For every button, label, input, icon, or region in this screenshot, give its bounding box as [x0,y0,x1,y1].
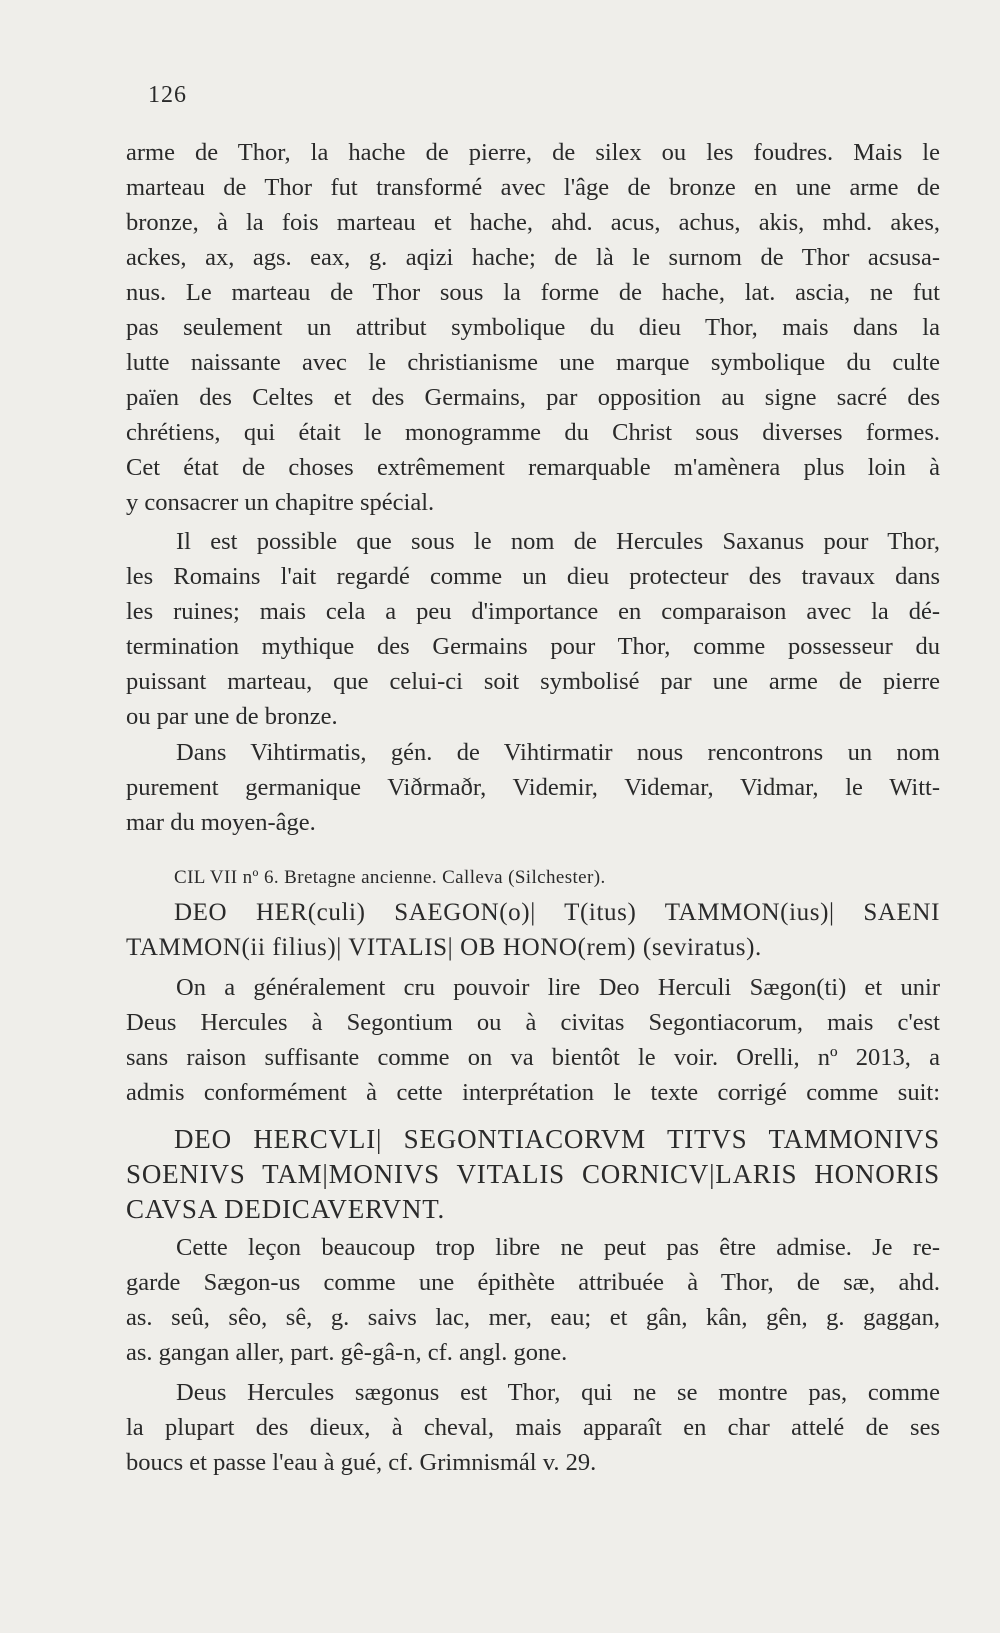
text-line: ackes, ax, ags. eax, g. aqizi hache; de là le surnom de Thor acsusa- [126,244,940,271]
text-line: pas seulement un attribut symbolique du dieu Thor, mais dans la [126,314,940,341]
inscription-line: SOENIVS TAM|MONIVS VITALIS CORNICV|LARIS HONORIS [126,1159,940,1189]
text-line: puissant marteau, que celui-ci soit symbolisé par une arme de pierre [126,668,940,695]
paragraph-hercules-saxanus [126,524,940,734]
text-line: arme de Thor, la hache de pierre, de silex ou les foudres. Mais le [126,139,940,166]
text-line: Cet état de choses extrêmement remarquable m'amènera plus loin à [126,454,940,481]
inscription-line: DEO HERCVLI| SEGONTIACORVM TITVS TAMMONIVS [174,1124,940,1154]
inscription-corrected [126,1122,940,1227]
text-line: garde Sægon-us comme une épithète attribuée à Thor, de sæ, ahd. [126,1269,940,1296]
text-line: boucs et passe l'eau à gué, cf. Grimnismál v. 29. [126,1449,597,1476]
inscription-original [126,895,940,965]
text-line: On a généralement cru pouvoir lire Deo Herculi Sægon(ti) et unir [176,974,940,1001]
text-line: purement germanique Viðrmaðr, Videmir, Videmar, Vidmar, le Witt- [126,774,940,801]
text-line: admis conformément à cette interprétation le texte corrigé comme suit: [126,1079,940,1106]
page-number: 126 [148,82,187,108]
text-line: païen des Celtes et des Germains, par opposition au signe sacré des [126,384,940,411]
text-line: as. seû, sêo, sê, g. saivs lac, mer, eau; et gân, kân, gên, g. gaggan, [126,1304,940,1331]
text-line: Deus Hercules à Segontium ou à civitas Segontiacorum, mais c'est [126,1009,940,1036]
text-line: Il est possible que sous le nom de Hercules Saxanus pour Thor, [176,528,940,555]
text-line: les ruines; mais cela a peu d'importance en comparaison avec la dé- [126,598,940,625]
text-line: les Romains l'ait regardé comme un dieu protecteur des travaux dans [126,563,940,590]
inscription-line: DEO HER(culi) SAEGON(o)| T(itus) TAMMON(ius)| SAENI [174,899,940,926]
text-line: bronze, à la fois marteau et hache, ahd. acus, achus, akis, mhd. akes, [126,209,940,236]
text-line: Dans Vihtirmatis, gén. de Vihtirmatir nous rencontrons un nom [176,739,940,766]
text-line: nus. Le marteau de Thor sous la forme de hache, lat. ascia, ne fut [126,279,940,306]
paragraph-saegon-etymology [126,1230,940,1370]
text-line: Cette leçon beaucoup trop libre ne peut pas être admise. Je re- [176,1234,940,1261]
text-line: ou par une de bronze. [126,703,338,730]
text-line: mar du moyen-âge. [126,809,316,836]
paragraph-vihtirmatis [126,735,940,840]
inscription-line: TAMMON(ii filius)| VITALIS| OB HONO(rem) (seviratus). [126,934,762,961]
inscription-line: CAVSA DEDICAVERVNT. [126,1194,446,1224]
paragraph-deus-hercules [126,1375,940,1480]
cil-reference-header [174,860,874,895]
paragraph-thor-hammer [126,135,940,520]
text-line: lutte naissante avec le christianisme une marque symbolique du culte [126,349,940,376]
text-line: chrétiens, qui était le monogramme du Christ sous diverses formes. [126,419,940,446]
paragraph-interpretation [126,970,940,1110]
text-line: sans raison suffisante comme on va bientôt le voir. Orelli, nº 2013, a [126,1044,940,1071]
text-line: y consacrer un chapitre spécial. [126,489,435,516]
text-line: la plupart des dieux, à cheval, mais apparaît en char attelé de ses [126,1414,940,1441]
text-line: termination mythique des Germains pour Thor, comme possesseur du [126,633,940,660]
text-line: as. gangan aller, part. gê-gâ-n, cf. angl. gone. [126,1339,568,1366]
text-line: Deus Hercules sægonus est Thor, qui ne se montre pas, comme [176,1379,940,1406]
cil-header-text: CIL VII nº 6. Bretagne ancienne. Calleva (Silchester). [174,867,606,888]
text-line: marteau de Thor fut transformé avec l'âge de bronze en une arme de [126,174,940,201]
